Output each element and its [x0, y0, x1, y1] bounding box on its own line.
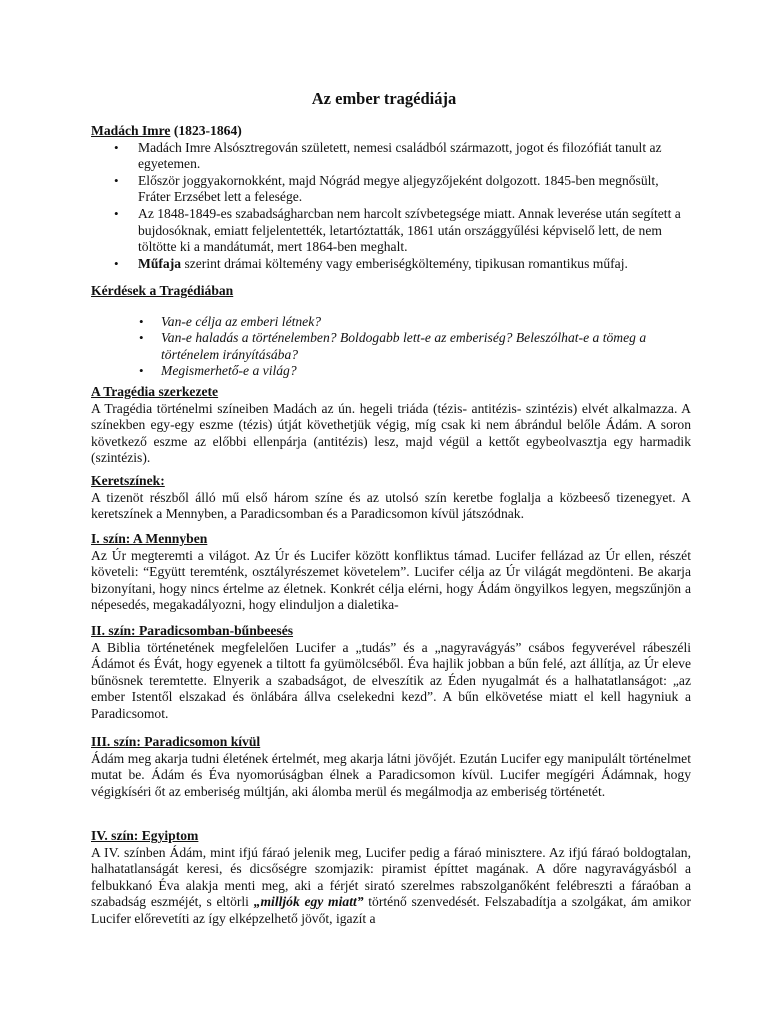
list-item: • Madách Imre Alsósztregován született, nemesi családból származott, jogot és filozófiát tanult az egyetemen.: [91, 140, 691, 173]
paragraph-text: A IV. színben Ádám, mint ifjú fáraó jelenik meg, Lucifer pedig a fáraó minisztere. Az ifjú fáraó boldogtalan, halhatatlanságát keresi, és dicsőségre szomjazik: piramist építtet magának. A dőre nagyravágyásból a felbukkanó Éva alakja menti meg, aki a férjét sirató szerelmes rabszolganőként felébreszti a fáraóban a szabadság eszméjét, s eltörli: [91, 844, 691, 910]
section-heading: IV. szín: Egyiptom: [91, 828, 199, 843]
frames-section: [91, 473, 691, 523]
list-item: • Van-e haladás a történelemben? Boldogabb lett-e az emberiség? Beleszólhat-e a tömeg a történelem irányításába?: [91, 330, 691, 363]
paragraph-text: történő szenvedését. Felszabadítja a szolgákat, ám amikor Lucifer előrevetíti az így elképzelhető jövőt, igazít a: [91, 894, 691, 926]
section-heading: A Tragédia szerkezete: [91, 384, 219, 399]
section-paragraph: A tizenöt részből álló mű első három színe és az utolsó szín keretbe foglalja a közbeeső tizenegyet. A keretszínek a Mennyben, a Paradicsomban és a Paradicsomon kívül játszódnak.: [91, 489, 691, 522]
list-item: • Először joggyakornokként, majd Nógrád megye aljegyzőjeként dolgozott. 1845-ben megnősült, Fráter Erzsébet lett a felesége.: [91, 173, 691, 206]
author-bullet-list: [91, 140, 691, 273]
scene-1-section: [91, 531, 691, 614]
scene-4-section: [91, 828, 691, 928]
author-name: Madách Imre: [91, 123, 171, 138]
list-item: • Az 1848-1849-es szabadságharcban nem harcolt szívbetegsége miatt. Annak leverése után segített a bujdosóknak, emiatt feljelentették, letartóztatták, 1861 után országgyűlési képviselő lett, de nem töltötte ki a mandátumát, mert 1864-ben meghalt.: [91, 206, 691, 256]
section-paragraph: Ádám meg akarja tudni életének értelmét, meg akarja látni jövőjét. Ezután Lucifer egy manipulált történelmet mutat be. Ádám és Éva nyomorúságban élnek a Paradicsomon kívül. Lucifer megígéri Ádámnak, hogy végigkíséri őt az emberiség múltján, aki álomba merül és megálmodja az emberiség történetét.: [91, 750, 691, 799]
section-paragraph: A Tragédia történelmi színeiben Madách az ún. hegeli triáda (tézis- antitézis- szintézis) elvét alkalmazza. A színekben egy-egy eszme (tézis) útját követhetjük végig, míg csak ki nem ábrándul belőle Ádám. A soron következő eszme az előbbi ellenpárja (antitézis) lesz, majd végül a kettőt egybeolvasztja egy harmadik (szintézis).: [91, 400, 691, 466]
genre-label: Műfaja: [138, 255, 182, 271]
list-item: [91, 256, 691, 273]
author-heading: [91, 123, 691, 140]
questions-list: [91, 314, 691, 380]
document-title: Az ember tragédiája: [311, 89, 457, 108]
section-paragraph: Az Úr megteremti a világot. Az Úr és Lucifer között konfliktus támad. Lucifer fellázad az Úr ellen, részét követeli: “Együtt teremténk, osztályrészemet követelem”. Lucifer célja az Úr világát megdönteni. Be akarja bizonyítani, hogy nincs értelme az életnek. Konkrét célja elérni, hogy Ádám öngyilkos legyen, megszűnjön a népesedés, megakadályozni, hogy elinduljon a dialetika-: [91, 547, 691, 613]
scene-3-section: [91, 734, 691, 800]
genre-text: szerint drámai költemény vagy emberiségköltemény, tipikusan romantikus műfaj.: [181, 255, 628, 271]
scene-2-section: [91, 623, 691, 723]
author-section: [91, 123, 691, 272]
list-item: • Megismerhető-e a világ?: [91, 363, 691, 380]
section-heading: II. szín: Paradicsomban-bűnbeesés: [91, 623, 294, 638]
section-heading: Kérdések a Tragédiában: [91, 283, 234, 298]
section-heading: III. szín: Paradicsomon kívül: [91, 734, 261, 749]
section-heading: Keretszínek:: [91, 473, 165, 488]
section-heading: I. szín: A Mennyben: [91, 531, 208, 546]
section-paragraph: [91, 845, 691, 928]
list-item: • Van-e célja az emberi létnek?: [91, 314, 691, 331]
quote-text: „milljók egy miatt”: [253, 894, 364, 910]
section-paragraph: A Biblia történetének megfelelően Lucifer a „tudás” és a „nagyravágyás” csábos fegyverével rábeszéli Ádámot és Évát, hogy egyenek a tiltott fa gyümölcséből. Éva hajlik jobban a bűn felé, azt állítja, az Úr eleve bűnösnek teremtette. Elnyerik a szabadságot, de elveszítik az Éden nyugalmát és a halhatatlanságot: „az ember Istentől elszakad és önlábára állva cselekedni kezd”. A bűn elkövetése miatt el kell hagyniuk a Paradicsomot.: [91, 639, 691, 721]
structure-section: [91, 384, 691, 467]
questions-section: [91, 283, 691, 380]
author-years: (1823-1864): [170, 123, 242, 138]
